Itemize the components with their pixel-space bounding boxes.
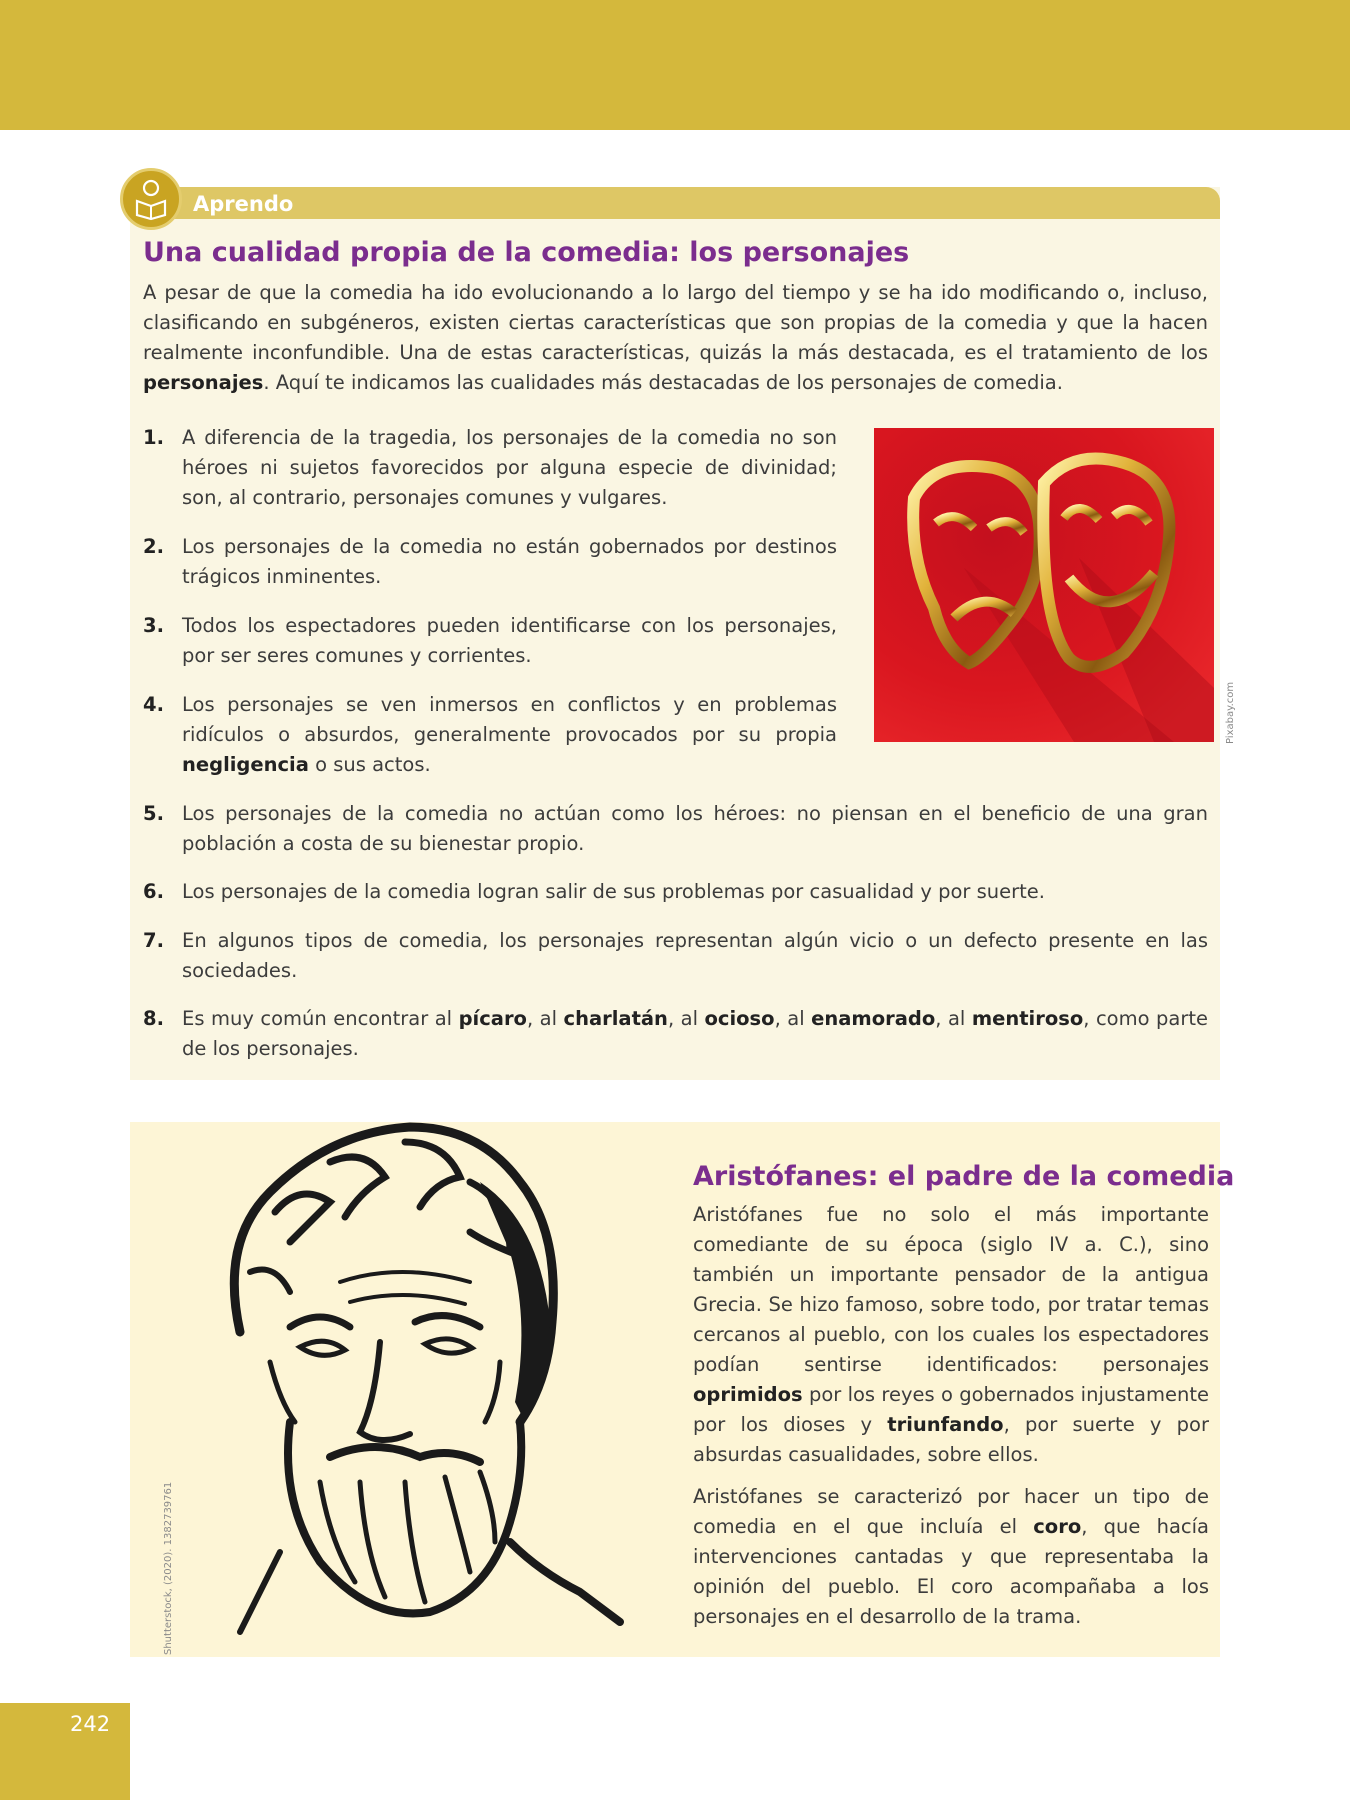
intro-paragraph: A pesar de que la comedia ha ido evolucionando a lo largo del tiempo y se ha ido modificando o, incluso, clasificando en subgéneros, existen ciertas características que son propias de la comedia y que la hacen realmente inconfundible. Una de estas características, quizás la más destacada, es el tratamiento de los personajes. Aquí te indicamos las cualidades más destacadas de los personajes de comedia.: [143, 281, 1208, 394]
list-item: 8. Es muy común encontrar al pícaro, al charlatán, al ocioso, al enamorado, al mentiroso, como parte de los personajes.: [143, 1007, 1209, 1060]
image-credit: Pixabay.com: [1225, 681, 1236, 744]
list-item: 3. Todos los espectadores pueden identificarse con los personajes, por ser seres comunes y corrientes.: [143, 614, 837, 667]
list-item: 1. A diferencia de la tragedia, los personajes de la comedia no son héroes ni sujetos favorecidos por alguna especie de divinidad; son, al contrario, personajes comunes y vulgares.: [143, 426, 837, 509]
page-number: 242: [70, 1712, 111, 1736]
aristofanes-paragraph-1: Aristófanes fue no solo el más importante comediante de su época (siglo IV a. C.), sino también un importante pensador de la antigua Grecia. Se hizo famoso, sobre todo, por tratar temas cercanos al pueblo, con los cuales los espectadores podían sentirse identificados: personajes oprimidos por los reyes o gobernados injustamente por los dioses y triunfando, por suerte y por absurdas casualidades, sobre ellos.: [693, 1203, 1209, 1466]
theatre-masks-image: [874, 428, 1214, 742]
header-band: [0, 0, 1350, 130]
bust-image-credit: Shutterstock, (2020). 1382739761: [163, 1481, 174, 1655]
list-item: 2. Los personajes de la comedia no están gobernados por destinos trágicos inminentes.: [143, 535, 837, 588]
list-item: 6. Los personajes de la comedia logran salir de sus problemas por casualidad y por suerte.: [143, 880, 1045, 903]
aristofanes-title: Aristófanes: el padre de la comedia: [693, 1161, 1235, 1192]
aprendo-bar: [130, 187, 1220, 219]
section-title: Una cualidad propia de la comedia: los personajes: [143, 237, 910, 268]
list-item: 4. Los personajes se ven inmersos en conflictos y en problemas ridículos o absurdos, generalmente provocados por su propia negligencia o sus actos.: [143, 693, 837, 776]
aprendo-label: Aprendo: [193, 192, 294, 216]
page-tab: [0, 1703, 130, 1800]
aristofanes-paragraph-2: Aristófanes se caracterizó por hacer un tipo de comedia en el que incluía el coro, que hacía intervenciones cantadas y que representaba la opinión del pueblo. El coro acompañaba a los personajes en el desarrollo de la trama.: [693, 1485, 1209, 1628]
reading-student-icon: [120, 168, 182, 230]
aristophanes-bust-image: [180, 1122, 640, 1657]
list-item: 5. Los personajes de la comedia no actúan como los héroes: no piensan en el beneficio de una gran población a costa de su bienestar propio.: [143, 802, 1208, 855]
list-item: 7. En algunos tipos de comedia, los personajes representan algún vicio o un defecto presente en las sociedades.: [143, 929, 1208, 982]
